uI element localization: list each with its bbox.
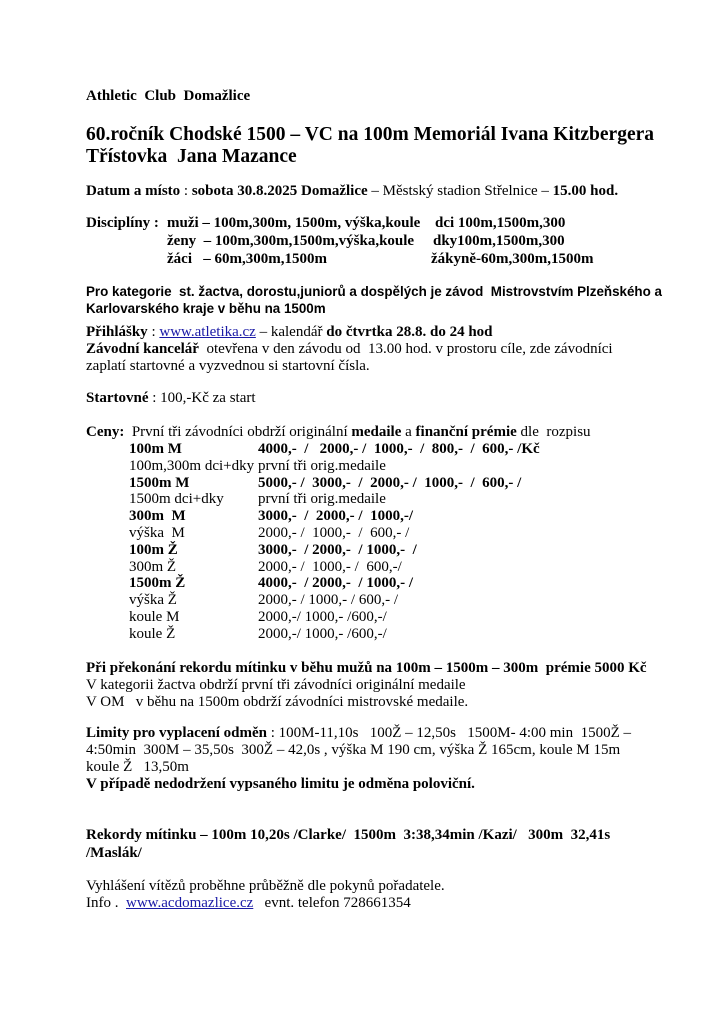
date-value: sobota 30.8.2025 Domažlice [191,183,368,199]
limits-line-1 [86,725,631,742]
race-office-text-2: zaplatí startovné a vyzvednou si startovní čísla. [86,358,370,374]
registration-deadline: do čtvrtka 28.8. do 24 hod [326,324,493,340]
club-name: Athletic Club Domažlice [86,88,251,104]
prizes-intro-c: a [401,424,416,440]
records-line-2: /Maslák/ [86,845,142,861]
info-line [86,895,411,912]
prizes-intro-a: První tři závodníci obdrží originální [124,424,352,440]
title-line-2: Třístovka Jana Mazance [86,146,297,167]
limits-text-1: : 100M-11,10s 100Ž – 12,50s 1500M- 4:00 min 1500Ž – [266,725,632,741]
prizes-intro-money: finanční prémie [415,424,517,440]
entry-fee [86,390,256,407]
registration-mid: – kalendář [255,324,327,340]
limits-warning: V případě nedodržení vypsaného limitu je odměna poloviční. [86,776,475,792]
registration-sep: : [147,324,160,340]
prize-category: koule Ž [129,626,176,642]
records-line-1: Rekordy mítinku – 100m 10,20s /Clarke/ 1500m 3:38,34min /Kazi/ 300m 32,41s [86,827,611,843]
prize-amounts: 2000,- / 1000,- / 600,- / [258,592,398,608]
disciplines-men: muži – 100m,300m, 1500m, výška,koule [167,215,421,231]
info-label: Info . [86,895,126,911]
prize-category: 100m M [129,441,182,457]
disciplines-juniors-m: dci 100m,1500m,300 [435,215,566,231]
race-office [86,341,613,358]
race-office-label: Závodní kancelář [86,341,199,357]
race-office-text: otevřena v den závodu od 13.00 hod. v prostoru cíle, zde závodníci [198,341,613,357]
limits-line-2: 4:50min 300M – 35,50s 300Ž – 42,0s , výška M 190 cm, výška Ž 165cm, koule M 15m [86,742,621,758]
category-note-2: Karlovarského kraje v běhu na 1500m [86,301,326,316]
prizes-intro [86,424,591,441]
prize-category: 1500m dci+dky [129,491,224,507]
prizes-label: Ceny: [86,424,125,440]
date-place-text: – Městský stadion Střelnice – [367,183,553,199]
prizes-intro-medals: medaile [351,424,402,440]
date-time: 15.00 hod. [552,183,619,199]
date-label: Datum a místo [86,183,181,199]
om-medals: V OM v běhu na 1500m obdrží závodníci mistrovské medaile. [86,694,469,710]
prize-category: koule M [129,609,180,625]
prize-category: 100m,300m dci+dky [129,458,255,474]
limits-label: Limity pro vyplacení odměn [86,725,267,741]
prize-amounts: první tři orig.medaile [258,458,386,474]
prize-category: 1500m M [129,475,190,491]
date-sep: : [180,183,192,199]
disciplines-pupils-w: žákyně-60m,300m,1500m [431,251,594,267]
info-phone: evnt. telefon 728661354 [253,895,411,911]
prize-amounts: 2000,-/ 1000,- /600,-/ [258,609,387,625]
prize-category: výška M [129,525,185,541]
registration-link[interactable]: www.atletika.cz [159,324,256,340]
disciplines-women: ženy – 100m,300m,1500m,výška,koule [167,233,415,249]
prize-amounts: první tři orig.medaile [258,491,386,507]
record-bonus: Při překonání rekordu mítinku v běhu mužů na 100m – 1500m – 300m prémie 5000 Kč [86,660,647,676]
prize-amounts: 4000,- / 2000,- / 1000,- / [258,575,413,591]
prizes-intro-e: dle rozpisu [516,424,591,440]
announcement: Vyhlášení vítězů proběhne průběžně dle pokynů pořadatele. [86,878,445,894]
prize-category: 300m M [129,508,186,524]
info-link[interactable]: www.acdomazlice.cz [126,895,254,911]
prize-amounts: 3000,- / 2000,- / 1000,- / [258,542,417,558]
entry-fee-value: : 100,-Kč za start [148,390,256,406]
prize-amounts: 5000,- / 3000,- / 2000,- / 1000,- / 600,- / [258,475,522,491]
prize-amounts: 2000,-/ 1000,- /600,-/ [258,626,387,642]
prize-amounts: 4000,- / 2000,- / 1000,- / 800,- / 600,- /Kč [258,441,540,457]
prize-category: výška Ž [129,592,177,608]
disciplines-juniors-w: dky100m,1500m,300 [433,233,565,249]
prize-category: 100m Ž [129,542,178,558]
title-line-1: 60.ročník Chodské 1500 – VC na 100m Memoriál Ivana Kitzbergera [86,124,655,145]
disciplines-pupils-m: žáci – 60m,300m,1500m [167,251,327,267]
registration-label: Přihlášky [86,324,148,340]
disciplines-label: Disciplíny : [86,215,159,231]
registration [86,324,493,341]
category-note-1: Pro kategorie st. žactva, dorostu,juniorů a dospělých je závod Mistrovstvím Plzeňského a [86,284,662,299]
prize-amounts: 2000,- / 1000,- / 600,- / [258,525,410,541]
prize-category: 300m Ž [129,559,177,575]
pupils-medals: V kategorii žactva obdrží první tři závodníci originální medaile [86,677,466,693]
date-place [86,183,618,200]
entry-fee-label: Startovné [86,390,149,406]
prize-category: 1500m Ž [129,575,186,591]
limits-line-3: koule Ž 13,50m [86,759,189,775]
prize-amounts: 2000,- / 1000,- / 600,-/ [258,559,402,575]
prize-amounts: 3000,- / 2000,- / 1000,-/ [258,508,413,524]
